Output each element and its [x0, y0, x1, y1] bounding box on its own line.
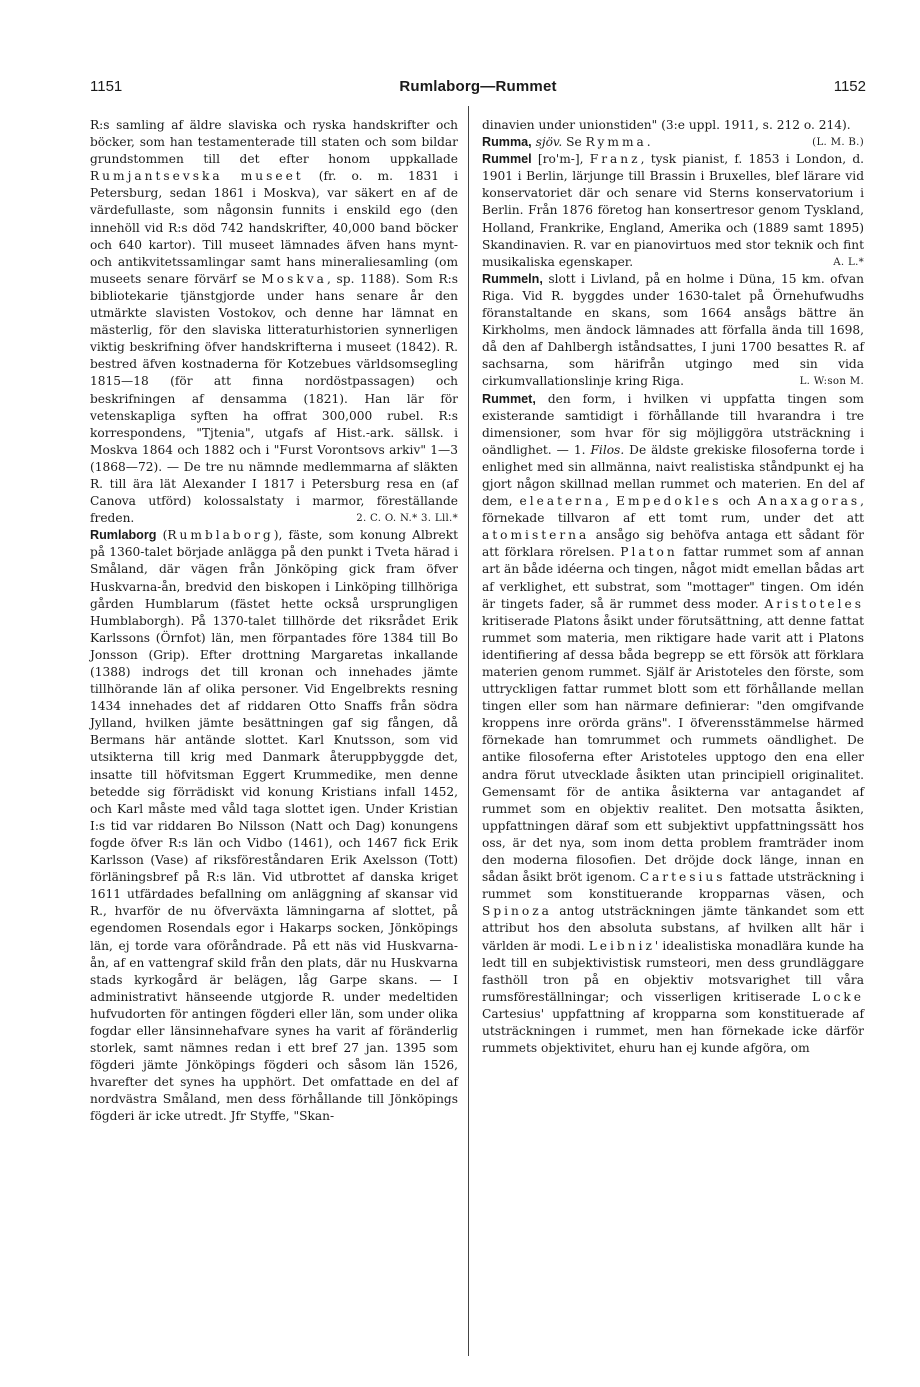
author-signature: (L. M. B.): [812, 137, 864, 149]
spaced-term: eleaterna: [519, 494, 606, 509]
spaced-term: Rumblaborg: [167, 528, 274, 543]
entry-headword: Rumma,: [482, 135, 532, 150]
entry-text: , tysk pianist, f. 1853 i London, d. 1901 i Berlin, lärjunge till Brassin i Bruxelles, blef lärare vid konservatoriet där och senare vid Sterns konservatorium i Berlin. Från 1876 företog han konsertresor genom Tyskland, Holland, Frankrike, England, Amerika och (1889 samt 1895) Skandinavien. R. var en pianovirtuos med stor teknik och fint musikaliska egenskaper.: [482, 152, 864, 269]
page-number-left: 1151: [90, 78, 123, 95]
spaced-term: Moskva: [261, 271, 327, 286]
entry-text: antog utsträckningen jämte tänkandet som ett attribut hos den absoluta substans, af hvilken allt här i världen är modi.: [482, 904, 864, 953]
entry-text: , förnekade tillvaron af ett tomt rum, under det att: [482, 494, 865, 526]
entry-text: (fr. o. m. 1831 i Petersburg, sedan 1861 i Moskva), var säkert en af de värdefullaste, som någonsin funnits i enskild ego (den innehöll vid R:s död 742 handskrifter, 40,000 band böcker och 640 kartor). Till museet lämnades äfven hans mynt- och antikvitetssamlingar samt hans mineraliesamling (om museets senare förvärf se: [90, 169, 458, 286]
entry-rumjantsev-continued: [90, 117, 458, 527]
spaced-term: Leibniz: [588, 938, 655, 953]
spaced-term: Empedokles: [616, 494, 722, 509]
spaced-term: Locke: [812, 989, 864, 1004]
italic-term: sjöv.: [535, 135, 563, 150]
entry-rummeln: [482, 271, 864, 391]
entry-rummet: [482, 391, 864, 1058]
entry-headword: Rummeln,: [482, 271, 543, 286]
entry-rummel: [482, 151, 864, 271]
entry-headword: Rummet,: [482, 391, 536, 406]
entry-text: ), fäste, som konung Albrekt på 1360-talet började anlägga på den punkt i Tveta härad i Småland, där vägen från Jönköping gick fram öfver Huskvarna-ån, bredvid den biskopen i Linköping tillhöriga gården Humblarum (fästet hette också ursprungligen Humblaborgh). På 1370-talet tillhörde det riksrådet Erik Karlssons (Örnfot) län, men förpantades före 1384 till Bo Jonsson (Grip). Efter drottning Margaretas inkallande (1388) indrogs det till kronan och innehades jämte tillhörande län af olika personer. Vid Engelbrekts resning 1434 innehades det af riddaren Otto Snaffs från södra Jylland, hvilken jämte besättningen gaf sig fången, då Bermans här antände slottet. Karl Knutsson, som vid utsikterna till krig med Danmark återuppbyggde det, insatte till höfvitsman Eggert Krummedike, men denne betedde sig förrädiskt vid konung Kristians infall 1452, och Karl måste med våld taga slottet igen. Under Kristian I:s tid var riddaren Bo Nilsson (Natt och Dag) konungens fogde öfver R:s län och Vidbo (1461), och 1467 fick Erik Karlsson (Vase) af riksföreståndaren Erik Axelsson (Tott) förläningsbref på R:s län. Vid utbrottet af danska kriget 1611 utfärdades befallning om anläggning af skansar vid R., hvarför de nu öfverväxta lämningarna af slottet, på egendomen Rosendals egor i Hakarps socken, Jönköpings län, ej torde vara oföråndrade. På ett näs vid Huskvarna-ån, af en vattengraf skild från den plats, där nu Huskvarna stads kyrkogård är belägen, låg Garpe skans. — I administrativt hänseende utgjorde R. under medeltiden hufvudorten för antingen fögderi eller län, som under olika fogdar eller länsinnehafvare synes ha varit af föränderlig storlek, samt nämnes redan i ett bref 27 jan. 1395 som fögderi jämte Jönköpings fögderi och såsom län 1526, hvarefter det synes ha upphört. Det omfattade en del af nordvästra Småland, men dess förhållande till Jönköpings fögderi är icke utredt. Jfr Styffe, "Skan-: [90, 528, 458, 1124]
spaced-term: Platon: [620, 545, 678, 560]
entry-text: ,: [605, 494, 617, 509]
entry-text: och: [721, 494, 758, 509]
entry-rumma: [482, 134, 864, 151]
entry-text: De äldste grekiske filosoferna torde i enlighet med sin allmänna, naivt realistiska ståndpunkt ej ha gjort någon skillnad mellan rummet och materien. En del af dem,: [482, 442, 864, 509]
page-number-right: 1152: [833, 78, 866, 95]
entry-text: kritiserade Platons åsikt under förutsättning, att denne fattat rummet som materia, men riktigare hade varit att i Platons identifiering af dessa båda begrepp se ett försök att förklara materien genom rummet. Själf är Aristoteles den förste, som uttryckligen fattar rummet blott som ett förhållande mellan tingen eller som han närmare definierar: "den omgifvande kroppens inre orörda gräns". I öfverensstämmelse härmed förnekade han tomrummet och rummets oändlighet. De antike filosoferna efter Aristoteles upptogo den ena eller andra förut utvecklade åsikten utan principiell originalitet. Gemensamt för de antika åsikterna var antagandet af rummet som en objektiv realitet. Den motsatta åsikten, uppfattningen däraf som ett subjektivt uppfattningssätt hos oss, är det nya, som inom detta problem framträder inom den moderna filosofien. Det dröjde dock länge, innan en sådan åsikt bröt igenom.: [482, 613, 864, 885]
italic-term: Filos.: [590, 442, 625, 457]
entry-text: fattade utsträckning i rummet som konstituerande kropparnas väsen, och: [482, 870, 864, 902]
entry-text: Se: [562, 135, 586, 150]
entry-rumlaborg: [90, 527, 458, 1125]
spaced-term: Franz: [589, 152, 641, 167]
entry-text: fattar rummet som af annan art än både idéerna och tingen, något midt emellan bådas art af verklighet, ett substrat, som "mottager" tingen. Om idén är tingets fader, så är rummet dess moder.: [482, 545, 864, 611]
running-title: Rumlaborg—Rummet: [399, 78, 557, 95]
entry-text: slott i Livland, på en holme i Düna, 15 km. ofvan Riga. Vid R. byggdes under 1630-talet på Örnehufwudhs föranstaltande en skans, som 1664 ansågs bättre än Kirkholms, men ändock lämnades att förfalla ända till 1698, då den af Dahlbergh iståndsattes, I juni 1700 besattes R. af sachsarna, som härifrån utgingo med sin vida cirkumvallationslinje kring Riga.: [482, 271, 864, 389]
entry-text: .: [646, 135, 651, 150]
spaced-term: Anaxagoras: [757, 494, 861, 509]
entry-text: ' idealistiska monadlära kunde ha ledt till en subjektivistisk rumsteori, men dess grundläggare fasthöll tron på en objektiv motsvarighet till våra rumsföreställningar; och visserligen kritiserade: [482, 938, 865, 1004]
entry-text: dinavien under unionstiden" (3:e uppl. 1911, s. 212 o. 214).: [482, 118, 851, 132]
entry-text: [ro'm-],: [531, 152, 590, 167]
column-divider: [468, 106, 469, 1356]
entry-text: ansågo sig behöfva antaga ett sådant för att förklara rörelsen.: [482, 528, 864, 560]
entry-text: Cartesius' uppfattning af kropparna som konstituerade af utsträckningen i rummet, men han förnekade icke därför rummets objektivitet, ehuru han ej kunde afgöra, om: [482, 1006, 864, 1056]
spaced-term: Aristoteles: [764, 596, 864, 611]
spaced-term: Spinoza: [482, 904, 552, 919]
spaced-term: Cartesius: [639, 870, 726, 885]
entry-headword: Rummel: [482, 152, 532, 167]
author-signature: 2. C. O. N.* 3. Lll.*: [356, 513, 458, 525]
page-header: [90, 78, 866, 100]
entry-text: , sp. 1188). Som R:s bibliotekarie tjänstgjorde under hans senare år den utmärkte slavisten Vostokov, och denne har lämnat en mästerlig, för den slaviska litteraturhistorien synnerligen viktig beskrifning öfver handskrifterna i museet (1842). R. bestred äfven kostnaderna för Kotzebues världsomsegling 1815—18 (för att finna nordöstpassagen) och beskrifningen af densamma (1821). Han lär för vetenskapliga syften ha offrat 300,000 rubel. R:s korrespondens, "Tjtenia", utgafs af Hist.-ark. sällsk. i Moskva 1864 och 1882 och i "Furst Vorontsovs arkiv" 1—3 (1868—72). — De tre nu nämnde medlemmarna af släkten R. till ära lät Alexander I 1817 i Petersburg resa en (af Canova utförd) kolossalstaty i marmor, föreställande freden.: [90, 271, 458, 526]
right-column: [482, 117, 864, 1057]
cross-reference: Rymma: [585, 135, 647, 150]
spaced-term: atomisterna: [482, 528, 590, 543]
entry-text: den form, i hvilken vi uppfatta tingen som existerande samtidigt i förhållande till hvarandra i tre dimensioner, som hvar för sig möjliggöra utsträckning i oändlighet. — 1.: [482, 391, 864, 457]
entry-headword: Rumlaborg: [90, 528, 157, 543]
spaced-term: Rumjantsevska museet: [90, 169, 304, 184]
entry-text: (: [156, 528, 168, 543]
author-signature: L. W:son M.: [799, 376, 864, 388]
author-signature: A. L.*: [833, 256, 864, 268]
left-column: [90, 117, 458, 1126]
entry-text: R:s samling af äldre slaviska och ryska handskrifter och böcker, som han testamenterade till staten och som bildar grundstommen till det efter honom uppkallade: [90, 118, 458, 167]
